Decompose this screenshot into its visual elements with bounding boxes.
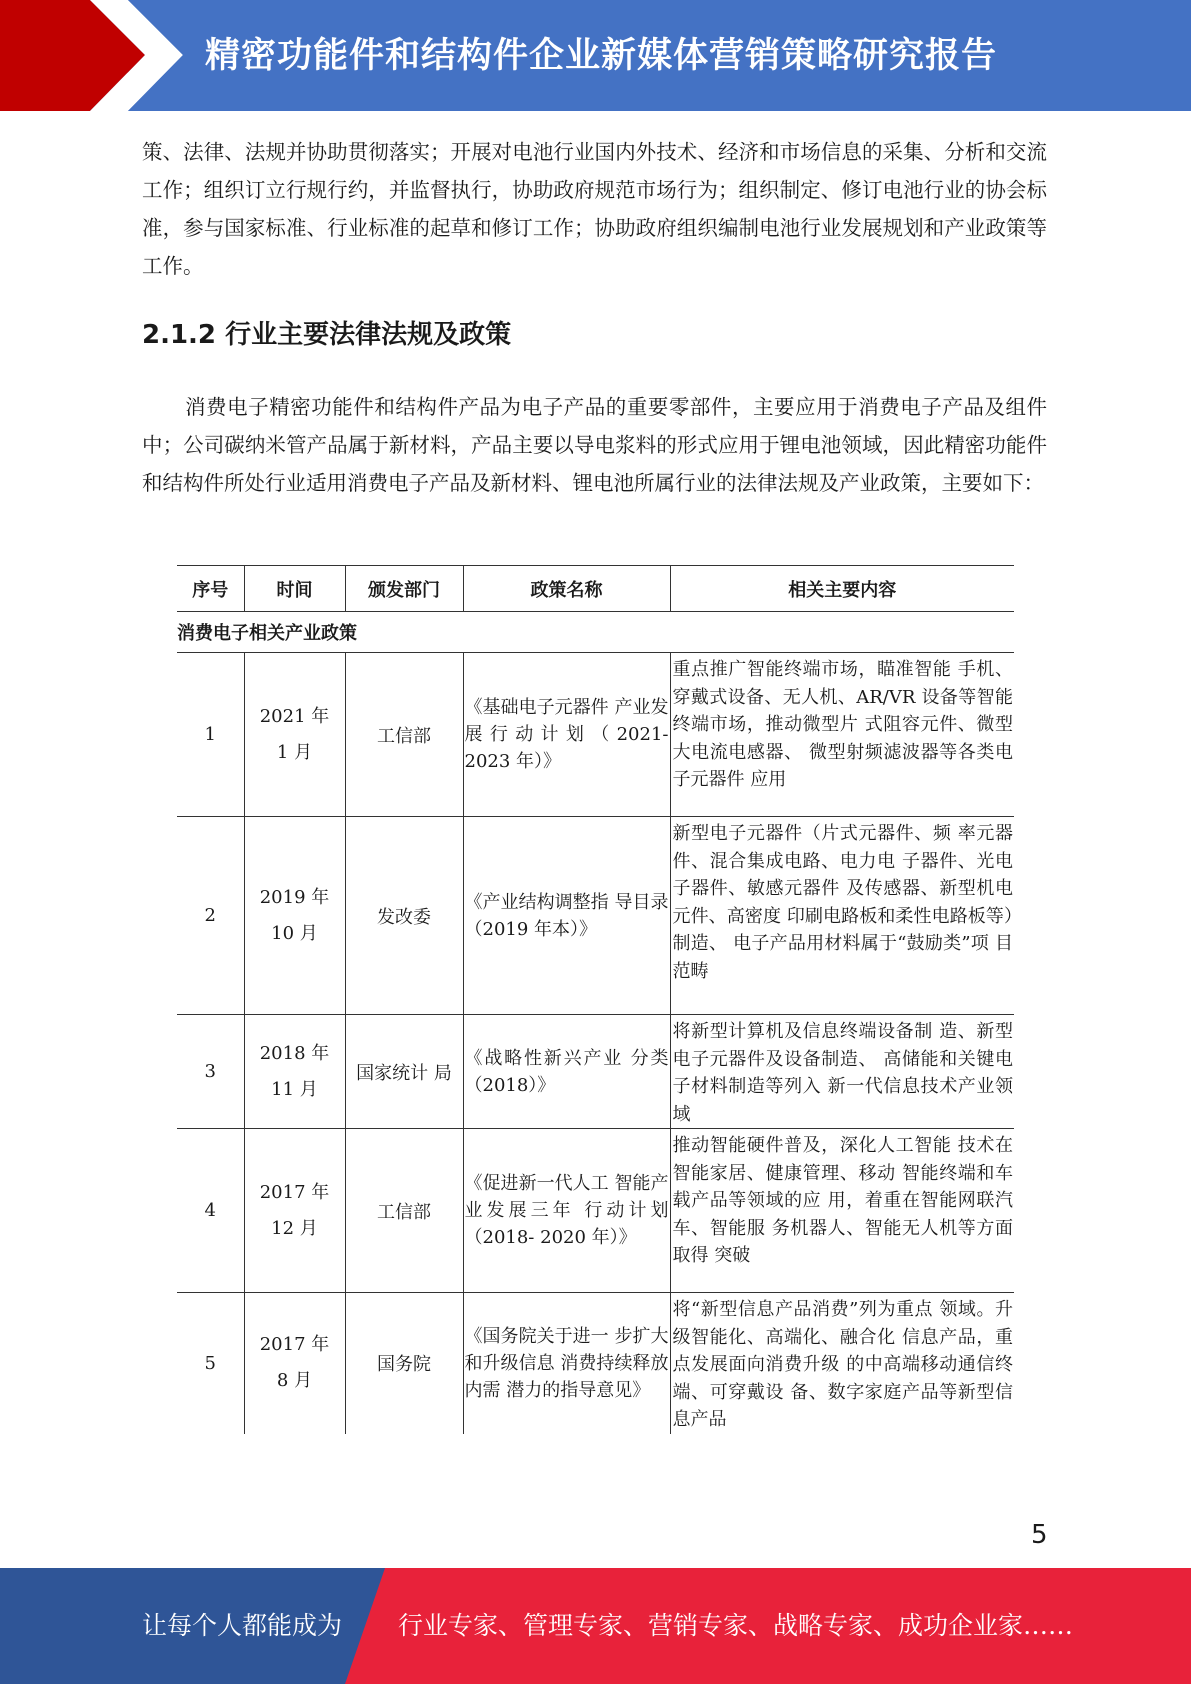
col-header-no: 序号 xyxy=(177,566,244,612)
table-header-row xyxy=(177,566,1014,612)
table-row xyxy=(177,817,1014,1015)
cell-no: 1 xyxy=(177,653,244,817)
cell-policy-name: 《战略性新兴产业 分类（2018）》 xyxy=(463,1015,670,1129)
cell-content: 新型电子元器件（片式元器件、频 率元器件、混合集成电路、电力电 子器件、光电子器件、敏感元器件 及传感器、新型机电元件、高密度 印刷电路板和柔性电路板等）制造、 电子产品用材料属于“鼓励类”项 目范畴 xyxy=(670,817,1014,1015)
cell-year: 2019 年 xyxy=(259,886,330,908)
cell-date xyxy=(244,817,345,1015)
footer-slogan-right: 行业专家、管理专家、营销专家、战略专家、成功企业家…… xyxy=(398,1611,1074,1640)
cell-content: 推动智能硬件普及，深化人工智能 技术在智能家居、健康管理、移动 智能终端和车载产品等领域的应 用，着重在智能网联汽车、智能服 务机器人、智能无人机等方面取得 突破 xyxy=(670,1129,1014,1293)
header-banner xyxy=(0,0,1191,111)
cell-date xyxy=(244,1293,345,1434)
cell-policy-name: 《促进新一代人工 智能产业发展三年 行动计划（2018- 2020 年）》 xyxy=(463,1129,670,1293)
cell-year: 2017 年 xyxy=(259,1334,330,1356)
cell-no: 4 xyxy=(177,1129,244,1293)
col-header-policy: 政策名称 xyxy=(463,566,670,612)
footer-slogan-left: 让每个人都能成为 xyxy=(142,1611,343,1640)
report-title: 精密功能件和结构件企业新媒体营销策略研究报告 xyxy=(205,36,998,76)
intro-paragraph: 消费电子精密功能件和结构件产品为电子产品的重要零部件，主要应用于消费电子产品及组件中；公司碳纳米管产品属于新材料，产品主要以导电浆料的形式应用于锂电池领域，因此精密功能件和结构件所处行业适用消费电子产品及新材料、锂电池所属行业的法律法规及产业政策，主要如下： xyxy=(142,395,1047,495)
cell-dept: 发改委 xyxy=(345,817,463,1015)
cell-no: 2 xyxy=(177,817,244,1015)
cell-dept: 工信部 xyxy=(345,1129,463,1293)
cell-month: 12 月 xyxy=(271,1217,318,1239)
cell-date xyxy=(244,1129,345,1293)
cell-no: 3 xyxy=(177,1015,244,1129)
col-header-content: 相关主要内容 xyxy=(670,566,1014,612)
cell-content: 将“新型信息产品消费”列为重点 领域。升级智能化、高端化、融合化 信息产品，重点发展面向消费升级 的中高端移动通信终端、可穿戴设 备、数字家庭产品等新型信息产品 xyxy=(670,1293,1014,1434)
policy-table xyxy=(177,565,1014,1434)
footer-banner xyxy=(0,1568,1191,1684)
cell-dept: 国务院 xyxy=(345,1293,463,1434)
table-row xyxy=(177,653,1014,817)
cell-month: 1 月 xyxy=(276,741,313,763)
cell-no: 5 xyxy=(204,1352,216,1374)
table-row xyxy=(177,1293,1014,1434)
table-row xyxy=(177,1015,1014,1129)
cell-date xyxy=(244,653,345,817)
cell-content: 重点推广智能终端市场，瞄准智能 手机、穿戴式设备、无人机、AR/VR 设备等智能终端市场，推动微型片 式阻容元件、微型大电流电感器、 微型射频滤波器等各类电子元器件 应用 xyxy=(670,653,1014,817)
table-group-row xyxy=(177,612,1014,653)
cell-year: 2017 年 xyxy=(259,1181,330,1203)
cell-policy-name: 《基础电子元器件 产业发展行动计划（2021-2023 年）》 xyxy=(463,653,670,817)
col-header-dept: 颁发部门 xyxy=(345,566,463,612)
cell-dept: 工信部 xyxy=(345,653,463,817)
cell-year: 2021 年 xyxy=(259,705,330,727)
cell-month: 8 月 xyxy=(276,1370,313,1392)
table-row xyxy=(177,1129,1014,1293)
cell-content: 将新型计算机及信息终端设备制 造、新型电子元器件及设备制造、 高储能和关键电子材料制造等列入 新一代信息技术产业领域 xyxy=(670,1015,1014,1129)
cell-month: 10 月 xyxy=(271,922,318,944)
cell-policy-name: 《产业结构调整指 导目录（2019 年本）》 xyxy=(463,817,670,1015)
cell-dept: 国家统计 局 xyxy=(345,1015,463,1129)
cell-year: 2018 年 xyxy=(259,1042,330,1064)
group-label: 消费电子相关产业政策 xyxy=(177,612,1014,653)
section-heading: 2.1.2 行业主要法律法规及政策 xyxy=(142,320,512,350)
col-header-date: 时间 xyxy=(244,566,345,612)
cell-policy-name: 《国务院关于进一 步扩大和升级信息 消费持续释放内需 潜力的指导意见》 xyxy=(463,1293,670,1434)
cell-month: 11 月 xyxy=(271,1078,318,1100)
body-paragraph: 策、法律、法规并协助贯彻落实；开展对电池行业国内外技术、经济和市场信息的采集、分析和交流工作；组织订立行规行约，并监督执行，协助政府规范市场行为；组织制定、修订电池行业的协会标准，参与国家标准、行业标准的起草和修订工作；协助政府组织编制电池行业发展规划和产业政策等工作。 xyxy=(142,140,1047,278)
cell-date xyxy=(244,1015,345,1129)
page-number: 5 xyxy=(1031,1520,1048,1550)
